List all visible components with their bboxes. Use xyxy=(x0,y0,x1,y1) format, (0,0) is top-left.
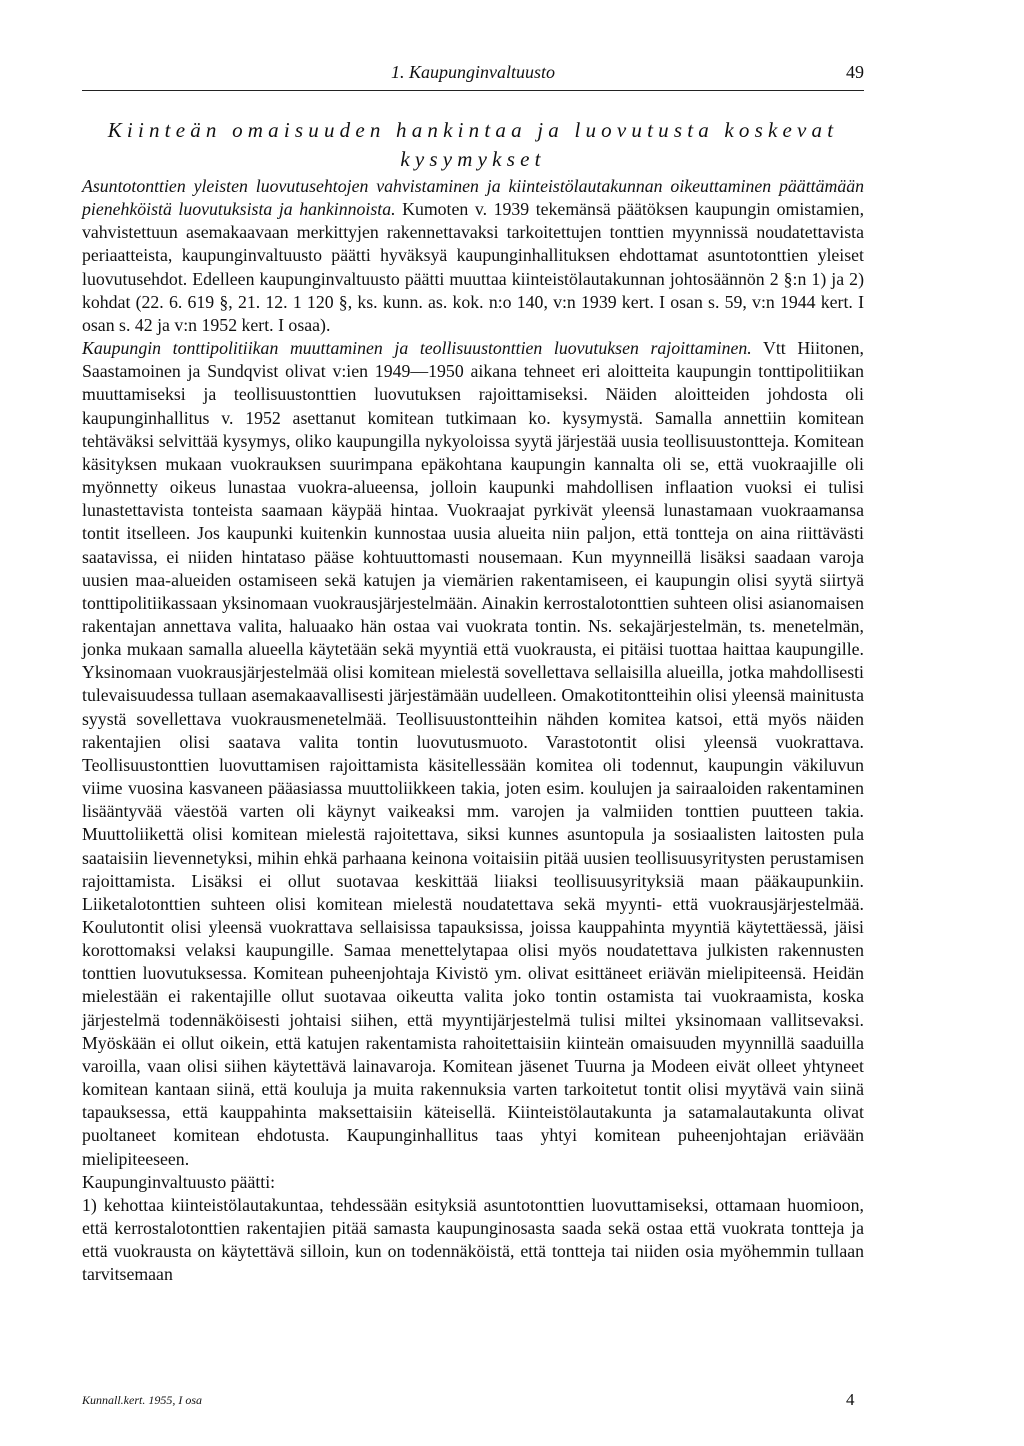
paragraph-text: Vtt Hiitonen, Saastamoinen ja Sundqvist olivat v:ien 1949—1950 aikana tehneet eri aloitteita kaupungin tonttipolitiikan muuttamiseksi ja teollisuustonttien luovutuksen rajoittamiseksi. Näiden aloitteiden johdosta oli kaupunginhallitus v. 1952 asettanut komitean tutkimaan ko. kysymystä. Samalla annettiin komitean tehtäväksi selvittää kysymys, oliko kaupungilla nykyoloissa syytä järjestää uusia teollisuustontteja. Komitean käsityksen mukaan vuokrauksen suurimpana epäkohtana kaupungin kannalta oli se, että vuokraajille oli myönnetty oikeus lunastaa vuokra-alueensa, jolloin kaupunki mahdollisen inflaation vuoksi ei tulisi lunastettavista tonteista saamaan käypää hintaa. Vuokraajat pyrkivät yleensä lunastamaan vuokraamansa tontit itselleen. Jos kaupunki kuitenkin kunnostaa uusia alueita niin paljon, että tontteja on aina riittävästi saatavissa, ei niiden hintataso pääse kohtuuttomasti nousemaan. Kun myynneillä lisäksi saadaan varoja uusien maa-alueiden ostamiseen sekä katujen ja viemärien rakentamiseen, ei kaupungin olisi syytä siirtyä tonttipolitiikassaan yksinomaan vuokrausjärjestelmään. Ainakin kerrostalotonttien suhteen olisi asianomaisen rakentajan annettava valita, haluaako hän ostaa vai vuokrata tontin. Ns. sekajärjestelmän, ts. menetelmän, jonka mukaan samalla alueella käytetään sekä myyntiä että vuokrausta, ei pitäisi tuottaa haittaa kaupungille. Yksinomaan vuokrausjärjestelmää olisi komitean mielestä sovellettava sellaisilla alueilla, jotka mahdollisesti tulevaisuudessa tullaan asemakaavallisesti järjestämään uudelleen. Omakotitontteihin olisi yleensä mainitusta syystä sovellettava vuokrausmenetelmää. Teollisuustontteihin nähden komitea katsoi, että myös näiden rakentajien olisi saatava valita tontin luovutusmuoto. Varastotontit olisi yleensä vuokrattava. Teollisuustonttien luovuttamisen rajoittamista käsitellessään komitea oli todennut, kaupungin väkiluvun viime vuosina kasvaneen pääasiassa muuttoliikkeen takia, joten esim. koulujen ja sairaaloiden rakentaminen lisääntyvää väestöä varten oli käynyt vaikeaksi mm. varojen ja valmiiden tonttien puutteen takia. Muuttoliikettä olisi komitean mielestä rajoitettava, siksi kunnes asuntopula ja sosiaalisten laitosten pula saataisiin lievennetyksi, mihin ehkä parhaana keinona voitaisiin pitää uusien teollisuusyritysten perustamisen rajoittamista. Lisäksi ei ollut suotavaa keskittää liiaksi teollisuusyrityksiä maan pääkaupunkiin. Liiketalotonttien suhteen olisi komitean mielestä noudatettava sekä myynti- että vuokrausjärjestelmää. Koulutontit olisi yleensä vuokrattava sellaisissa tapauksissa, joissa kauppahinta myyntiä käytettäessä, jäisi korottomaksi velaksi kaupungille. Samaa menettelytapaa olisi myös noudatettava julkisten rakennusten tonttien luovutuksessa. Komitean puheenjohtaja Kivistö ym. olivat esittäneet eriävän mielipiteensä. Heidän mielestään ei rakentajille ollut suotavaa oikeutta valita joko tontin ostamista tai vuokraamista, koska järjestelmä todennäköisesti johtaisi siihen, että myyntijärjestelmä tulisi miltei yksinomaan vallitsevaksi. Myöskään ei ollut oikein, että katujen rakentamista rahoitettaisiin kiinteän omaisuuden myynnillä saaduilla varoilla, vaan olisi siihen käytettävä lainavaroja. Komitean jäsenet Tuurna ja Modeen eivät olleet yhtyneet komitean kantaan siinä, että kouluja ja muita rakennuksia varten tarkoitetut tontit olisi myytävä vain siinä tapauksessa, että kauppahinta maksettaisiin käteisellä. Kiinteistölautakunta ja satamalautakunta olivat puoltaneet komitean ehdotusta. Kaupunginhallitus taas yhtyi komitean puheenjohtajan eriävään mielipiteeseen. xyxy=(82,338,864,1169)
paragraph-lead: Asuntotonttien yleisten luovutusehtojen vahvistaminen ja kiinteistölautakunnan oikeuttaminen päättämään pienehköistä luovutuksista ja hankinnoista. xyxy=(82,176,864,220)
decision-intro: Kaupunginvaltuusto päätti: xyxy=(82,1171,276,1192)
body-text xyxy=(82,175,864,1287)
running-header xyxy=(82,60,864,91)
paragraph-plot-policy xyxy=(82,337,864,1171)
page-number: 49 xyxy=(846,62,864,82)
paragraph-text: Kumoten v. 1939 tekemänsä päätöksen kaupungin omistamien, vahvistettuun asemakaavaan merkittyjen rakennettavaksi tarkoitettujen tonttien myynnissä noudatettavista periaatteista, kaupunginvaltuusto päätti hyväksyä kaupunginhallituksen ehdottamat asuntotonttien yleiset luovutusehdot. Edelleen kaupunginvaltuusto päätti muuttaa kiinteistölautakunnan johtosäännön 2 §:n 1) ja 2) kohdat (22. 6. 619 §, 21. 12. 1 120 §, ks. kunn. as. kok. n:o 140, v:n 1939 kert. I osan s. 59, v:n 1944 kert. I osan s. 42 ja v:n 1952 kert. I osaa). xyxy=(82,199,865,335)
paragraph-housing-plots xyxy=(82,175,864,337)
footer-source: Kunnall.kert. 1955, I osa xyxy=(82,1393,202,1407)
section-heading: Kiinteän omaisuuden hankintaa ja luovutusta koskevat kysymykset xyxy=(107,118,839,171)
footer-sheet-number: 4 xyxy=(846,1390,855,1409)
running-title: 1. Kaupunginvaltuusto xyxy=(390,62,555,82)
decision-item-1: 1) kehottaa kiinteistölautakuntaa, tehdessään esityksiä asuntotonttien luovuttamiseksi, ottamaan huomioon, että kerrostalotonttien rakentajien pitää samasta kaupunginosasta saada sekä ostaa että vuokrata tontteja ja että vuokrausta on käytettävä silloin, kun on todennäköistä, että tontteja tai niiden osia myöhemmin tullaan tarvitsemaan xyxy=(82,1194,864,1285)
paragraph-lead: Kaupungin tonttipolitiikan muuttaminen ja teollisuustonttien luovutuksen rajoittaminen. xyxy=(82,338,752,359)
